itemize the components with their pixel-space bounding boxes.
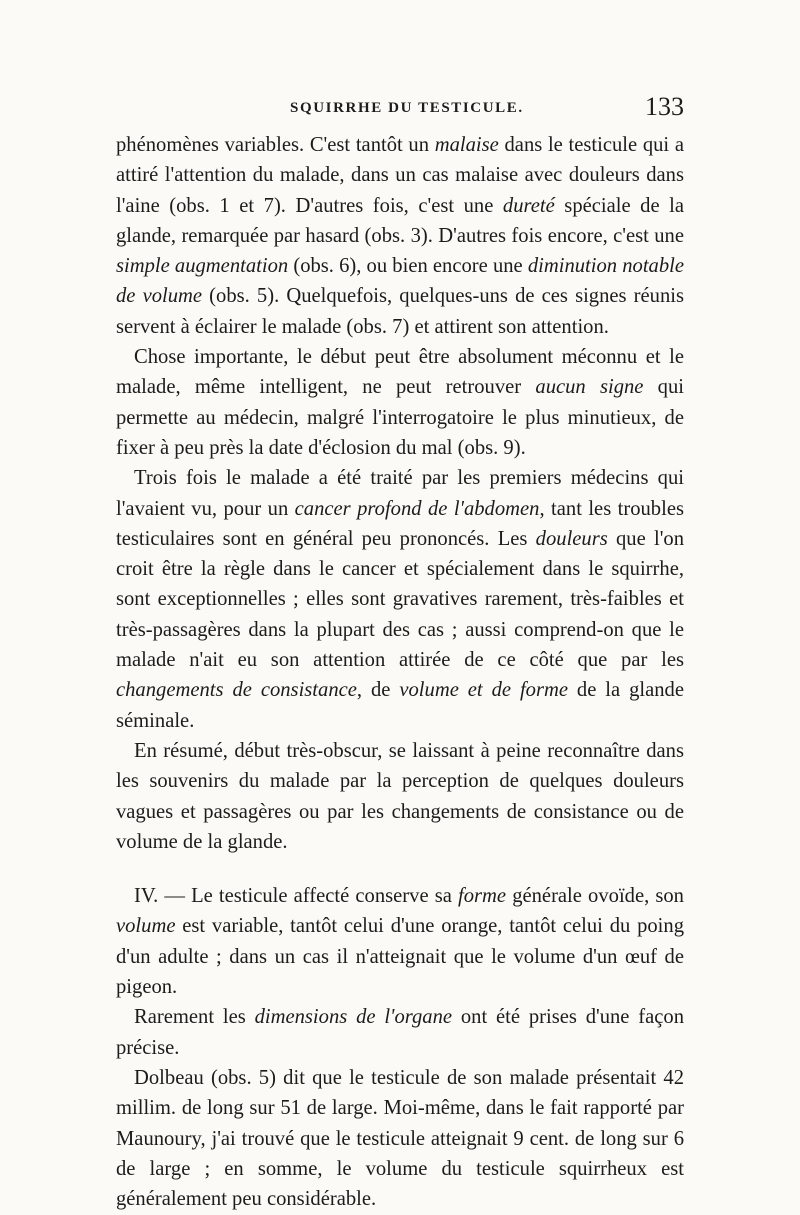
paragraph-2: Chose importante, le début peut être absolument méconnu et le malade, même intelligent, ne peut retrouver aucun signe qui permette au médecin, malgré l'interrogatoire le plus minutieux, de fixer à peu près la date d'éclosion du mal (obs. 9). <box>116 346 684 459</box>
paragraph-4: En résumé, début très-obscur, se laissant à peine reconnaître dans les souvenirs du malade par la perception de quelques douleurs vagues et passagères ou par les changements de consistance ou de volume de la glande. <box>116 739 684 853</box>
section-gap <box>116 857 684 881</box>
paragraph-6: Rarement les dimensions de l'organe ont été prises d'une façon précise. <box>116 1006 684 1059</box>
page-header <box>114 92 684 128</box>
paragraph-1: phénomènes variables. C'est tantôt un malaise dans le testicule qui a attiré l'attention du malade, dans un cas malaise avec douleurs dans l'aine (obs. 1 et 7). D'autres fois, c'est une dureté spéciale de la glande, remarquée par hasard (obs. 3). D'autres fois encore, c'est une simple augmentation (obs. 6), ou bien encore une diminution notable de volume (obs. 5). Quelquefois, quelques-uns de ces signes réunis servent à éclairer le malade (obs. 7) et attirent son attention. <box>116 134 685 338</box>
running-title: SQUIRRHE DU TESTICULE. <box>290 100 524 116</box>
paragraph-3: Trois fois le malade a été traité par les premiers médecins qui l'avaient vu, pour un cancer profond de l'abdomen, tant les troubles testiculaires sont en général peu prononcés. Les douleurs que l'on croit être la règle dans le cancer et spécialement dans le squirrhe, sont exceptionnelles ; elles sont gravatives rarement, très-faibles et très-passagères dans la plupart des cas ; aussi comprend-on que le malade n'ait eu son attention attirée de ce côté que par les changements de consistance, de volume et de forme de la glande séminale. <box>116 467 684 732</box>
page-number: 133 <box>645 92 684 121</box>
body-text <box>116 130 684 1214</box>
paragraph-7: Dolbeau (obs. 5) dit que le testicule de son malade présentait 42 millim. de long sur 51 de large. Moi-même, dans le fait rapporté par Maunoury, j'ai trouvé que le testicule atteignait 9 cent. de long sur 6 de large ; en somme, le volume du testicule squirrheux est généralement peu considérable. <box>116 1066 684 1211</box>
paragraph-5: IV. — Le testicule affecté conserve sa forme générale ovoïde, son volume est variable, tantôt celui d'une orange, tantôt celui du poing d'un adulte ; dans un cas il n'atteignait que le volume d'un œuf de pigeon. <box>116 885 684 999</box>
